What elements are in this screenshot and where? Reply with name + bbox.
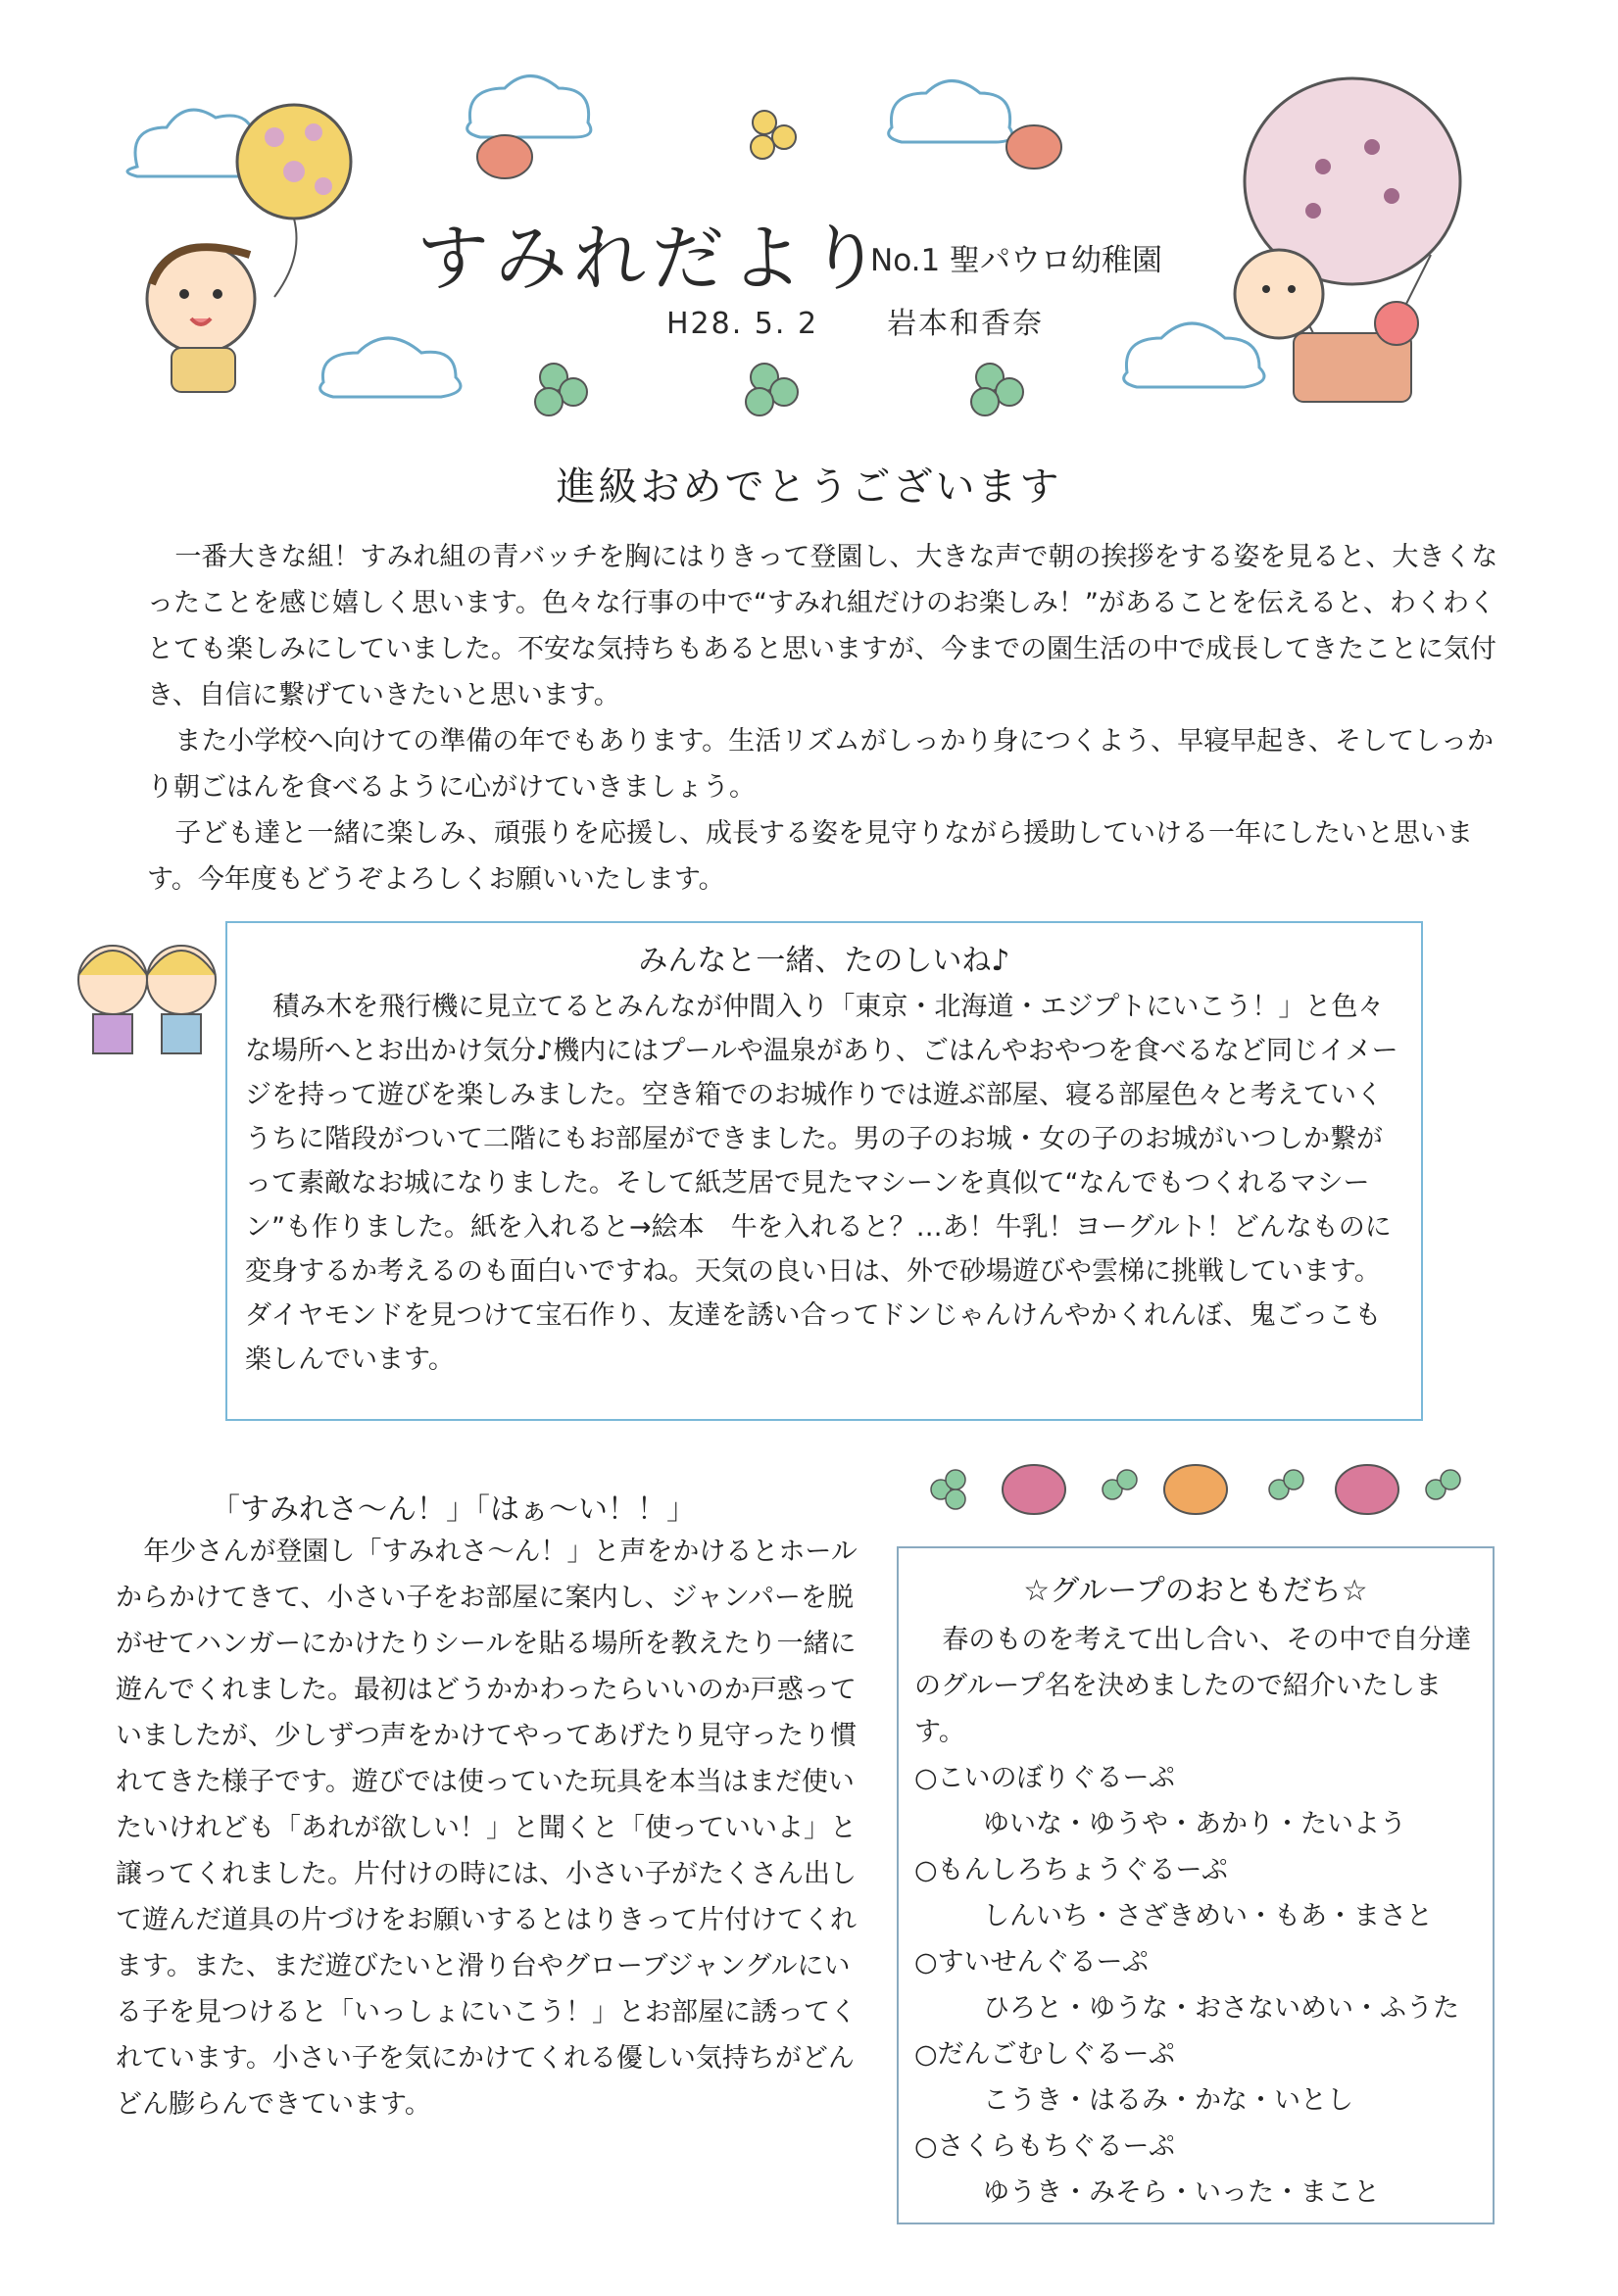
intro-paragraph: 一番大きな組！すみれ組の青バッチを胸にはりきって登園し、大きな声で朝の挨拶をする姿を見ると、大きくなったことを感じ嬉しく思います。色々な行事の中で“すみれ組だけのお楽しみ！”があることを伝えると、わくわくとても楽しみにしていました。不安な気持ちもあると思いますが、今までの園生活の中で成長してきたことに気付き、自信に繋げていきたいと思います。	[147, 542, 1498, 710]
groups-intro: 春のものを考えて出し合い、その中で自分達のグループ名を決めましたので紹介いたします。	[914, 1625, 1472, 1747]
group-members: ゆうき・みそら・いった・まこと	[983, 2177, 1380, 2208]
activity-box-body	[245, 985, 1406, 1382]
group-item	[914, 1847, 1483, 1939]
group-name: ○もんしろちょうぐるーぷ	[914, 1855, 1229, 1885]
flower-icon	[1375, 302, 1418, 345]
group-members: こうき・はるみ・かな・いとし	[983, 2085, 1353, 2116]
group-members: ひろと・ゆうな・おさないめい・ふうた	[983, 1993, 1459, 2024]
intro-paragraph: 子ども達と一緒に楽しみ、頑張りを応援し、成長する姿を見守りながら援助していける一年にしたいと思います。今年度もどうぞよろしくお願いいたします。	[147, 818, 1473, 895]
groups-box-title: ☆グループのおともだち☆	[1023, 1574, 1368, 1608]
group-name: ○こいのぼりぐるーぷ	[914, 1763, 1176, 1793]
ladybug-icon	[1003, 1465, 1398, 1514]
dateline	[666, 299, 1112, 342]
group-name: ○すいせんぐるーぷ	[914, 1947, 1150, 1978]
child-icon	[147, 245, 255, 392]
section2-text: 年少さんが登園し「すみれさ〜ん！」と声をかけるとホールからかけてきて、小さい子をお部屋に案内し、ジャンパーを脱がせてハンガーにかけたりシールを貼る場所を教えたり一緒に遊んでくれました。最初はどうかかわったらいいのか戸惑っていましたが、少しずつ声をかけてやってあげたり見守ったり慣れてきた様子です。遊びでは使っていた玩具を本当はまだ使いたいけれども「あれが欲しい！」と聞くと「使っていいよ」と譲ってくれました。片付けの時には、小さい子がたくさん出して遊んだ道具の片づけをお願いするとはりきって片付けてくれます。また、まだ遊びたいと滑り台やグローブジャングルにいる子を見つけると「いっしょにいこう！」とお部屋に誘ってくれています。小さい子を気にかけてくれる優しい気持ちがどんどん膨らんできています。	[116, 1537, 858, 2120]
intro-paragraph: また小学校へ向けての準備の年でもあります。生活リズムがしっかり身につくよう、早寝早起き、そしてしっかり朝ごはんを食べるように心がけていきましょう。	[147, 726, 1495, 803]
children-illustration	[59, 921, 225, 1068]
group-item	[914, 2124, 1483, 2216]
group-name: ○だんごむしぐるーぷ	[914, 2039, 1176, 2070]
section2-heading: 「すみれさ〜ん！」「はぁ〜い！！」	[211, 1492, 696, 1527]
author-name: 岩本和香奈	[887, 307, 1045, 341]
ladybug-decoration	[916, 1450, 1465, 1529]
activity-box-text: 積み木を飛行機に見立てるとみんなが仲間入り「東京・北海道・エジプトにいこう！」と色々な場所へとお出かけ気分♪機内にはプールや温泉があり、ごはんやおやつを食べるなど同じイメージを持って遊びを楽しみました。空き箱でのお城作りでは遊ぶ部屋、寝る部屋色々と考えていくうちに階段がついて二階にもお部屋ができました。男の子のお城・女の子のお城がいつしか繋がって素敵なお城になりました。そして紙芝居で見たマシーンを真似て“なんでもつくれるマシーン”も作りました。紙を入れると→絵本 牛を入れると？…あ！牛乳！ヨーグルト！どんなものに変身するか考えるのも面白いですね。天気の良い日は、外で砂場遊びや雲梯に挑戦しています。ダイヤモンドを見つけて宝石作り、友達を誘い合ってドンじゃんけんやかくれんぼ、鬼ごっこも楽しんでいます。	[245, 992, 1398, 1375]
group-item	[914, 1755, 1483, 1847]
group-item	[914, 1939, 1483, 2031]
newsletter-title: すみれだより	[417, 217, 887, 301]
group-members: ゆいな・ゆうや・あかり・たいよう	[983, 1809, 1406, 1839]
hot-air-balloon-icon	[1235, 78, 1460, 402]
clover-icon	[535, 364, 1023, 415]
intro-heading: 進級おめでとうございます	[556, 464, 1062, 510]
group-name: ○さくらもちぐるーぷ	[914, 2131, 1176, 2162]
groups-box-body	[914, 1617, 1483, 2216]
balloon-icon	[237, 105, 351, 297]
issue-date: H28. 5. 2	[666, 307, 819, 341]
group-item	[914, 2031, 1483, 2124]
intro-body	[147, 534, 1499, 903]
newsletter-subtitle: No.1 聖パウロ幼稚園	[870, 243, 1163, 278]
section2-body	[116, 1529, 860, 2127]
clover-icon	[751, 111, 796, 159]
activity-box-title: みんなと一緒、たのしいね♪	[638, 944, 1010, 978]
group-members: しんいち・さざきめい・もあ・まさと	[983, 1901, 1433, 1931]
